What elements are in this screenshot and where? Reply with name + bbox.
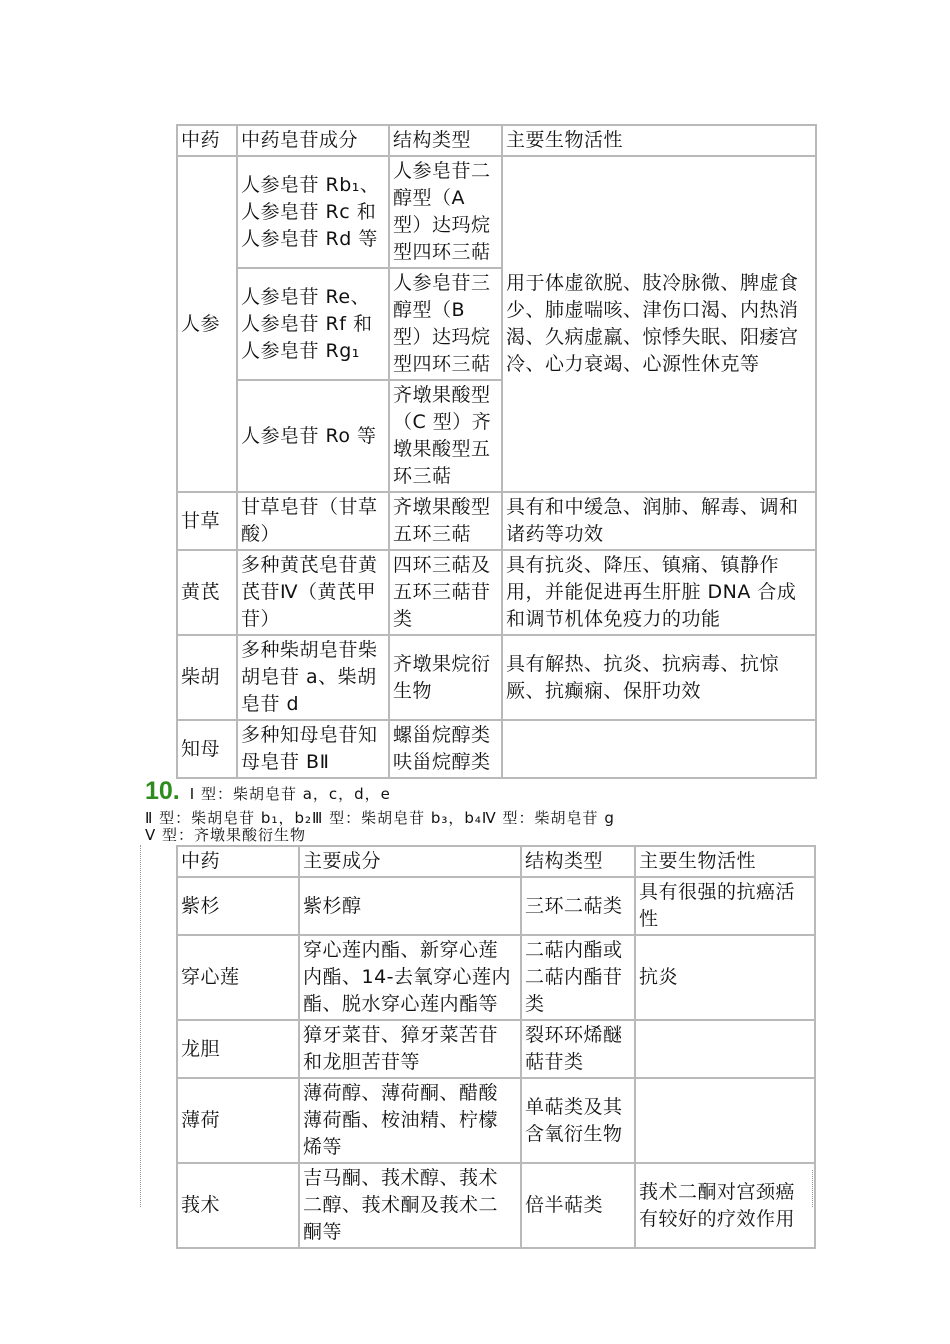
table-row [177, 1163, 815, 1248]
table-row [177, 635, 816, 720]
herb-cell: 穿心莲 [177, 935, 299, 1020]
section-number: 10. [145, 777, 180, 805]
header-cell: 主要成分 [299, 846, 521, 877]
herb-cell: 柴胡 [177, 635, 237, 720]
component-cell: 穿心莲内酯、新穿心莲内酯、14-去氧穿心莲内酯、脱水穿心莲内酯等 [299, 935, 521, 1020]
herb-cell: 莪术 [177, 1163, 299, 1248]
herb-cell: 薄荷 [177, 1078, 299, 1163]
activity-cell: 具有和中缓急、润肺、解毒、调和诸药等功效 [502, 492, 816, 550]
header-cell: 中药 [177, 846, 299, 877]
table-row [177, 877, 815, 935]
activity-cell: 具有抗炎、降压、镇痛、镇静作用，并能促进再生肝脏 DNA 合成和调节机体免疫力的功能 [502, 550, 816, 635]
herb-cell: 紫杉 [177, 877, 299, 935]
table-header-row [177, 846, 815, 877]
structure-cell: 齐墩果酸型五环三萜 [389, 492, 502, 550]
frame-border-left [140, 845, 141, 1207]
herb-cell: 龙胆 [177, 1020, 299, 1078]
structure-cell: 单萜类及其含氧衍生物 [521, 1078, 635, 1163]
component-cell: 吉马酮、莪术醇、莪术二醇、莪术酮及莪术二酮等 [299, 1163, 521, 1248]
component-cell: 人参皂苷 Ro 等 [237, 380, 389, 492]
herb-cell: 黄芪 [177, 550, 237, 635]
table-row [177, 1078, 815, 1163]
herb-cell: 甘草 [177, 492, 237, 550]
activity-cell: 具有很强的抗癌活性 [635, 877, 815, 935]
header-cell: 主要生物活性 [635, 846, 815, 877]
table-row [177, 1020, 815, 1078]
table-row [177, 492, 816, 550]
component-cell: 多种知母皂苷知母皂苷 BⅡ [237, 720, 389, 778]
table-row [177, 720, 816, 778]
header-cell: 中药皂苷成分 [237, 125, 389, 156]
structure-cell: 二萜内酯或二萜内酯苷类 [521, 935, 635, 1020]
structure-cell: 裂环环烯醚萜苷类 [521, 1020, 635, 1078]
header-cell: 中药 [177, 125, 237, 156]
component-cell: 多种柴胡皂苷柴胡皂苷 a、柴胡皂苷 d [237, 635, 389, 720]
component-cell: 薄荷醇、薄荷酮、醋酸薄荷酯、桉油精、柠檬烯等 [299, 1078, 521, 1163]
component-cell: 獐牙菜苷、獐牙菜苦苷和龙胆苦苷等 [299, 1020, 521, 1078]
note-line-2: Ⅱ 型：柴胡皂苷 b₁，b₂Ⅲ 型：柴胡皂苷 b₃，b₄Ⅳ 型：柴胡皂苷 g [145, 809, 615, 827]
activity-cell [635, 1078, 815, 1163]
herb-cell: 人参 [177, 156, 237, 492]
structure-cell: 齐墩果烷衍生物 [389, 635, 502, 720]
note-line-1 [145, 777, 391, 805]
structure-cell: 螺甾烷醇类呋甾烷醇类 [389, 720, 502, 778]
activity-cell: 抗炎 [635, 935, 815, 1020]
structure-cell: 人参皂苷二醇型（A 型）达玛烷型四环三萜 [389, 156, 502, 268]
component-cell: 人参皂苷 Rb₁、人参皂苷 Rc 和人参皂苷 Rd 等 [237, 156, 389, 268]
component-cell: 紫杉醇 [299, 877, 521, 935]
table-row [177, 156, 816, 268]
note-line-3: Ⅴ 型：齐墩果酸衍生物 [145, 826, 307, 844]
activity-cell [502, 720, 816, 778]
component-cell: 甘草皂苷（甘草酸） [237, 492, 389, 550]
table-row [177, 550, 816, 635]
activity-cell: 用于体虚欲脱、肢冷脉微、脾虚食少、肺虚喘咳、津伤口渴、内热消渴、久病虚羸、惊悸失眠、阳痿宫冷、心力衰竭、心源性休克等 [502, 156, 816, 492]
header-cell: 主要生物活性 [502, 125, 816, 156]
component-cell: 多种黄芪皂苷黄芪苷Ⅳ（黄芪甲苷） [237, 550, 389, 635]
structure-cell: 齐墩果酸型（C 型）齐墩果酸型五环三萜 [389, 380, 502, 492]
note-text: Ⅰ 型：柴胡皂苷 a，c，d，e [189, 785, 391, 803]
saponin-table [176, 124, 817, 779]
table-row [177, 935, 815, 1020]
structure-cell: 四环三萜及五环三萜苷类 [389, 550, 502, 635]
activity-cell: 莪术二酮对宫颈癌有较好的疗效作用 [635, 1163, 815, 1248]
structure-cell: 倍半萜类 [521, 1163, 635, 1248]
terpene-table [176, 845, 816, 1249]
activity-cell [635, 1020, 815, 1078]
structure-cell: 三环二萜类 [521, 877, 635, 935]
header-cell: 结构类型 [389, 125, 502, 156]
component-cell: 人参皂苷 Re、人参皂苷 Rf 和人参皂苷 Rg₁ [237, 268, 389, 380]
activity-cell: 具有解热、抗炎、抗病毒、抗惊厥、抗癫痫、保肝功效 [502, 635, 816, 720]
table-header-row [177, 125, 816, 156]
header-cell: 结构类型 [521, 846, 635, 877]
structure-cell: 人参皂苷三醇型（B 型）达玛烷型四环三萜 [389, 268, 502, 380]
herb-cell: 知母 [177, 720, 237, 778]
